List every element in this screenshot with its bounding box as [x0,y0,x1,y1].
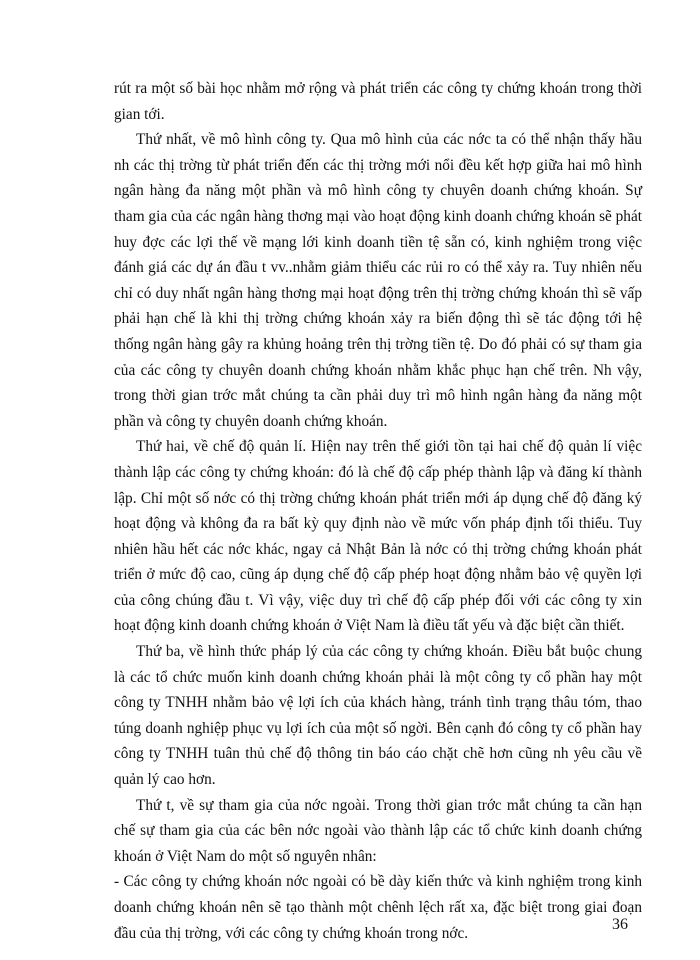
page-number: 36 [612,916,628,933]
paragraph-company-model: Thứ nhất, về mô hình công ty. Qua mô hình của các nớc ta có thể nhận thấy hầu nh các thị trờng từ phát triển đến các thị trờng mới nổi đều kết hợp giữa hai mô hình ngân hàng đa năng một phần và mô hình công ty chuyên doanh chứng khoán. Sự tham gia của các ngân hàng thơng mại vào hoạt động kinh doanh chứng khoán sẽ phát huy đợc các lợi thế về mạng lới kinh doanh tiền tệ sẵn có, kinh nghiệm trong việc đánh giá các dự án đầu t vv..nhằm giảm thiểu các rủi ro có thể xảy ra. Tuy nhiên nếu chỉ có duy nhất ngân hàng thơng mại hoạt động trên thị trờng chứng khoán thì sẽ vấp phải hạn chế là khi thị trờng chứng khoán xảy ra biến động thì sẽ tác động tới hệ thống ngân hàng gây ra khủng hoảng trên thị trờng tiền tệ. Do đó phải có sự tham gia của các công ty chuyên doanh chứng khoán nhằm khắc phục hạn chế trên. Nh vậy, trong thời gian trớc mắt chúng ta cần phải duy trì mô hình ngân hàng đa năng một phần và công ty chuyên doanh chứng khoán. [114,131,642,430]
paragraph-management-regime: Thứ hai, về chế độ quản lí. Hiện nay trên thế giới tồn tại hai chế độ quản lí việc thành lập các công ty chứng khoán: đó là chế độ cấp phép thành lập và đăng kí thành lập. Chỉ một số nớc có thị trờng chứng khoán phát triển mới áp dụng chế độ đăng ký hoạt động và không đa ra bất kỳ quy định nào về mức vốn pháp định tối thiểu. Tuy nhiên hầu hết các nớc khác, ngay cả Nhật Bản là nớc có thị trờng chứng khoán phát triển ở mức độ cao, cũng áp dụng chế độ cấp phép hoạt động nhằm bảo vệ quyền lợi của công chúng đầu t. Vì vậy, việc duy trì chế độ cấp phép đối với các công ty xin hoạt động kinh doanh chứng khoán ở Việt Nam là điều tất yếu và đặc biệt cần thiết. [114,438,642,635]
paragraph-foreign-participation: Thứ t, về sự tham gia của nớc ngoài. Trong thời gian trớc mắt chúng ta cần hạn chế sự tham gia của các bên nớc ngoài vào thành lập các tổ chức kinh doanh chứng khoán ở Việt Nam do một số nguyên nhân: [114,796,642,865]
bullet-item-foreign-experience: - Các công ty chứng khoán nớc ngoài có bề dày kiến thức và kinh nghiệm trong kinh doanh chứng khoán nên sẽ tạo thành một chênh lệch rất xa, đặc biệt trong giai đoạn đầu của thị trờng, với các công ty chứng khoán trong nớc. [114,873,642,942]
document-body [114,76,642,946]
paragraph-intro-continuation: rút ra một số bài học nhằm mở rộng và phát triển các công ty chứng khoán trong thời gian tới. [114,80,642,123]
paragraph-legal-form: Thứ ba, về hình thức pháp lý của các công ty chứng khoán. Điều bắt buộc chung là các tổ chức muốn kinh doanh chứng khoán phải là một công ty cổ phần hay một công ty TNHH nhằm bảo vệ lợi ích của khách hàng, tránh tình trạng thâu tóm, thao túng doanh nghiệp phục vụ lợi ích của một số ngời. Bên cạnh đó công ty cổ phần hay công ty TNHH tuân thủ chế độ thông tin báo cáo chặt chẽ hơn cũng nh yêu cầu về quản lý cao hơn. [114,643,642,789]
